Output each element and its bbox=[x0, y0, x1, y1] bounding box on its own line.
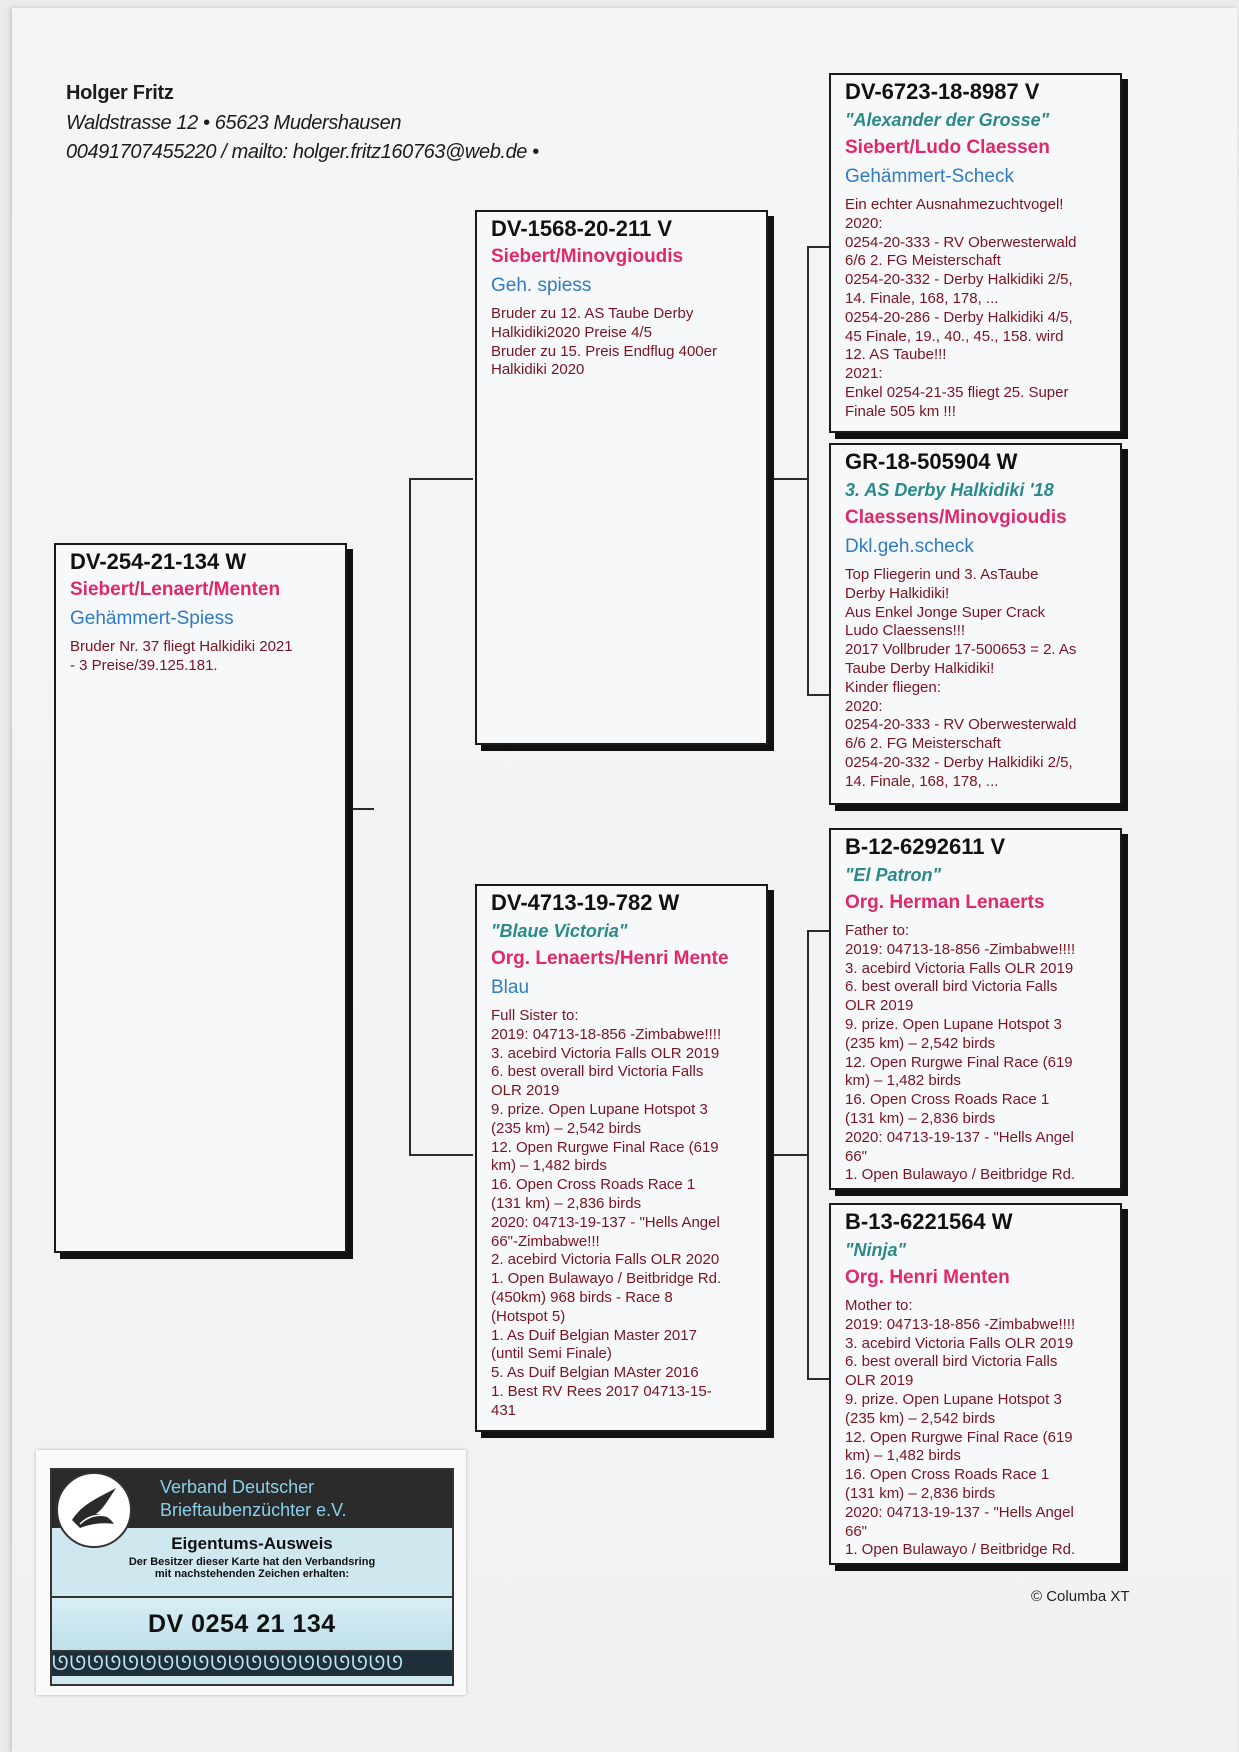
ring-number: DV 0254 21 134 bbox=[148, 1610, 336, 1638]
dam-dam-ring: B-13-6221564 W bbox=[845, 1209, 1013, 1234]
sire-dam-ring: GR-18-505904 W bbox=[845, 449, 1018, 474]
ownership-card bbox=[36, 1450, 466, 1695]
dam-dam-breeder: Org. Henri Menten bbox=[845, 1267, 1010, 1288]
sire-dam-nickname: 3. AS Derby Halkidiki '18 bbox=[845, 480, 1054, 500]
sire-sire-ring: DV-6723-18-8987 V bbox=[845, 79, 1040, 104]
dam-nickname: "Blaue Victoria" bbox=[491, 921, 628, 941]
decorative-band: ᘎᘎᘎᘎᘎᘎᘎᘎᘎᘎᘎᘎᘎᘎᘎᘎᘎᘎᘎᘎ bbox=[52, 1652, 452, 1676]
subject-color: Gehämmert-Spiess bbox=[70, 608, 234, 629]
connector-sire-out bbox=[767, 478, 807, 480]
sire-sire-notes: Ein echter Ausnahmezuchtvogel! 2020: 0254-20-333 - RV Oberwesterwald 6/6 2. FG Meisterschaft 0254-20-332 - Derby Halkidiki 2/5, 14. Finale, 168, 178, ... 0254-20-286 - Derby Halkidiki 4/5, 45 Finale, 19., 40., 45., 158. wird 12. AS Taube!!! 2021: Enkel 0254-21-35 fliegt 25. Super Finale 505 km !!! bbox=[845, 196, 1077, 420]
dam-ring: DV-4713-19-782 W bbox=[491, 890, 680, 915]
ownership-subtitle: Der Besitzer dieser Karte hat den Verbandsring mit nachstehenden Zeichen erhalten: bbox=[128, 1556, 376, 1580]
card-dam[interactable] bbox=[475, 884, 768, 1432]
connector-sire-h bbox=[409, 478, 473, 480]
subject-notes: Bruder Nr. 37 fliegt Halkidiki 2021 - 3 Preise/39.125.181. bbox=[70, 638, 293, 674]
association-name: Verband Deutscher Brieftaubenzüchter e.V. bbox=[160, 1477, 347, 1520]
connector-subject-v bbox=[409, 478, 411, 1154]
card-dam-sire[interactable] bbox=[829, 828, 1122, 1190]
dam-breeder: Org. Lenaerts/Henri Mente bbox=[491, 948, 729, 969]
ring-number-box bbox=[52, 1596, 452, 1652]
sire-sire-color: Gehämmert-Scheck bbox=[845, 166, 1014, 187]
dam-sire-ring: B-12-6292611 V bbox=[845, 834, 1006, 859]
dam-dam-notes: Mother to: 2019: 04713-18-856 -Zimbabwe!!!! 3. acebird Victoria Falls OLR 2019 6. best overall bird Victoria Falls OLR 2019 9. prize. Open Lupane Hotspot 3 (235 km) – 2,542 birds 12. Open Rurgwe Final Race (619 km) – 1,482 birds 16. Open Cross Roads Race 1 (131 km) – 2,836 birds 2020: 04713-19-137 - "Hells Angel 66" 1. Open Bulawayo / Beitbridge Rd. bbox=[845, 1297, 1076, 1559]
dam-color: Blau bbox=[491, 977, 530, 998]
subject-breeder: Siebert/Lenaert/Menten bbox=[70, 579, 281, 600]
card-sire[interactable] bbox=[475, 210, 768, 745]
card-sire-dam[interactable] bbox=[829, 443, 1122, 805]
sire-dam-color: Dkl.geh.scheck bbox=[845, 536, 974, 557]
owner-contact: 00491707455220 / mailto: holger.fritz160763@web.de • bbox=[66, 141, 539, 163]
dam-notes: Full Sister to: 2019: 04713-18-856 -Zimbabwe!!!! 3. acebird Victoria Falls OLR 2019 6. best overall bird Victoria Falls OLR 2019 9. prize. Open Lupane Hotspot 3 (235 km) – 2,542 birds 12. Open Rurgwe Final Race (619 km) – 1,482 birds 16. Open Cross Roads Race 1 (131 km) – 2,836 birds 2020: 04713-19-137 - "Hells Angel 66"-Zimbabwe!!! 2. acebird Victoria Falls OLR 2020 1. Open Bulawayo / Beitbridge Rd. (450km) 968 birds - Race 8 (Hotspot 5) 1. As Duif Belgian Master 2017 (until Semi Finale) 5. As Duif Belgian MAster 2016 1. Best RV Rees 2017 04713-15- 431 bbox=[491, 1007, 722, 1419]
sire-notes: Bruder zu 12. AS Taube Derby Halkidiki2020 Preise 4/5 Bruder zu 15. Preis Endflug 400er Halkidiki 2020 bbox=[491, 305, 717, 379]
sire-dam-breeder: Claessens/Minovgioudis bbox=[845, 507, 1067, 528]
subject-ring: DV-254-21-134 W bbox=[70, 549, 247, 574]
sire-dam-notes: Top Fliegerin und 3. AsTaube Derby Halkidiki! Aus Enkel Jonge Super Crack Ludo Claessens!!! 2017 Vollbruder 17-500653 = 2. As Taube Derby Halkidiki! Kinder fliegen: 2020: 0254-20-333 - RV Oberwesterwald 6/6 2. FG Meisterschaft 0254-20-332 - Derby Halkidiki 2/5, 14. Finale, 168, 178, ... bbox=[845, 566, 1077, 790]
card-dam-dam[interactable] bbox=[829, 1203, 1122, 1565]
sire-sire-breeder: Siebert/Ludo Claessen bbox=[845, 137, 1050, 158]
ownership-title: Eigentums-Ausweis bbox=[171, 1534, 333, 1553]
connector-dam-h bbox=[409, 1154, 473, 1156]
sire-breeder: Siebert/Minovgioudis bbox=[491, 246, 684, 267]
connector-dam-out bbox=[767, 1154, 807, 1156]
copyright: © Columba XT bbox=[1031, 1588, 1130, 1605]
owner-address: Waldstrasse 12 • 65623 Mudershausen bbox=[66, 112, 402, 134]
sire-sire-nickname: "Alexander der Grosse" bbox=[845, 110, 1050, 130]
dam-sire-notes: Father to: 2019: 04713-18-856 -Zimbabwe!!!! 3. acebird Victoria Falls OLR 2019 6. best overall bird Victoria Falls OLR 2019 9. prize. Open Lupane Hotspot 3 (235 km) – 2,542 birds 12. Open Rurgwe Final Race (619 km) – 1,482 birds 16. Open Cross Roads Race 1 (131 km) – 2,836 birds 2020: 04713-19-137 - "Hells Angel 66" 1. Open Bulawayo / Beitbridge Rd. bbox=[845, 922, 1076, 1184]
card-subject[interactable] bbox=[54, 543, 347, 1253]
card-sire-sire[interactable] bbox=[829, 73, 1122, 433]
owner-name: Holger Fritz bbox=[66, 82, 174, 104]
owner-block bbox=[66, 82, 539, 170]
dam-sire-breeder: Org. Herman Lenaerts bbox=[845, 892, 1045, 913]
sire-color: Geh. spiess bbox=[491, 275, 592, 296]
sire-ring: DV-1568-20-211 V bbox=[491, 216, 673, 241]
dam-dam-nickname: "Ninja" bbox=[845, 1240, 907, 1260]
dam-sire-nickname: "El Patron" bbox=[845, 865, 942, 885]
ownership-card-frame bbox=[50, 1468, 454, 1686]
connector-sire-v bbox=[807, 246, 809, 694]
connector-dam-v bbox=[807, 930, 809, 1378]
